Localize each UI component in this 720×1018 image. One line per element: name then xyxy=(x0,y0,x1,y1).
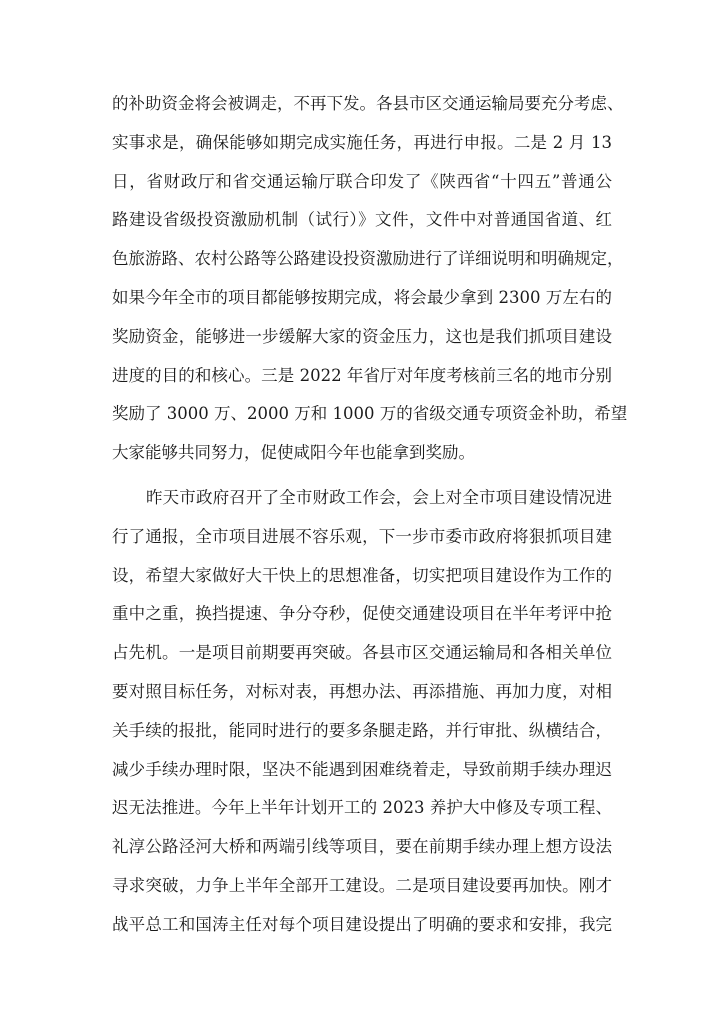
text-line: 奖励了 3000 万、2000 万和 1000 万的省级交通专项资金补助，希望 xyxy=(112,404,628,424)
text-line: 行了通报，全市项目进展不容乐观，下一步市委市政府将狠抓项目建 xyxy=(112,526,612,546)
paragraph-1 xyxy=(112,85,628,473)
text-line: 礼淳公路泾河大桥和两端引线等项目，要在前期手续办理上想方设法 xyxy=(112,837,612,857)
text-line: 寻求突破，力争上半年全部开工建设。二是项目建设要再加快。刚才 xyxy=(112,875,612,895)
text-line: 重中之重，换挡提速、争分夺秒，促使交通建设项目在半年考评中抢 xyxy=(112,604,612,624)
text-line: 关手续的报批，能同时进行的要多条腿走路，并行审批、纵横结合， xyxy=(112,720,612,740)
text-line: 进度的目的和核心。三是 2022 年省厅对年度考核前三名的地市分别 xyxy=(112,365,612,385)
text-line: 战平总工和国涛主任对每个项目建设提出了明确的要求和安排，我完 xyxy=(112,914,612,934)
text-line: 设，希望大家做好大干快上的思想准备，切实把项目建设作为工作的 xyxy=(112,565,612,585)
text-line: 的补助资金将会被调走，不再下发。各县市区交通运输局要充分考虑、 xyxy=(112,94,624,113)
paragraph-2 xyxy=(112,479,612,945)
text-line: 昨天市政府召开了全市财政工作会，会上对全市项目建设情况进 xyxy=(146,488,612,507)
text-line: 奖励资金，能够进一步缓解大家的资金压力，这也是我们抓项目建设 xyxy=(112,326,612,346)
text-line: 要对照目标任务，对标对表，再想办法、再添措施、再加力度，对相 xyxy=(112,681,612,701)
text-line: 路建设省级投资激励机制（试行）》文件，文件中对普通国省道、红 xyxy=(112,210,612,230)
text-line: 迟无法推进。今年上半年计划开工的 2023 养护大中修及专项工程、 xyxy=(112,798,612,818)
text-line: 大家能够共同努力，促使咸阳今年也能拿到奖励。 xyxy=(112,443,475,463)
text-line: 如果今年全市的项目都能够按期完成，将会最少拿到 2300 万左右的 xyxy=(112,287,612,307)
text-line: 实事求是，确保能够如期完成实施任务，再进行申报。二是 2 月 13 xyxy=(112,132,612,152)
text-line: 减少手续办理时限，坚决不能遇到困难绕着走，导致前期手续办理迟 xyxy=(112,759,612,779)
text-line: 日，省财政厅和省交通运输厅联合印发了《陕西省“十四五”普通公 xyxy=(112,171,612,191)
text-line: 色旅游路、农村公路等公路建设投资激励进行了详细说明和明确规定， xyxy=(112,249,624,269)
text-line: 占先机。一是项目前期要再突破。各县市区交通运输局和各相关单位 xyxy=(112,643,612,663)
